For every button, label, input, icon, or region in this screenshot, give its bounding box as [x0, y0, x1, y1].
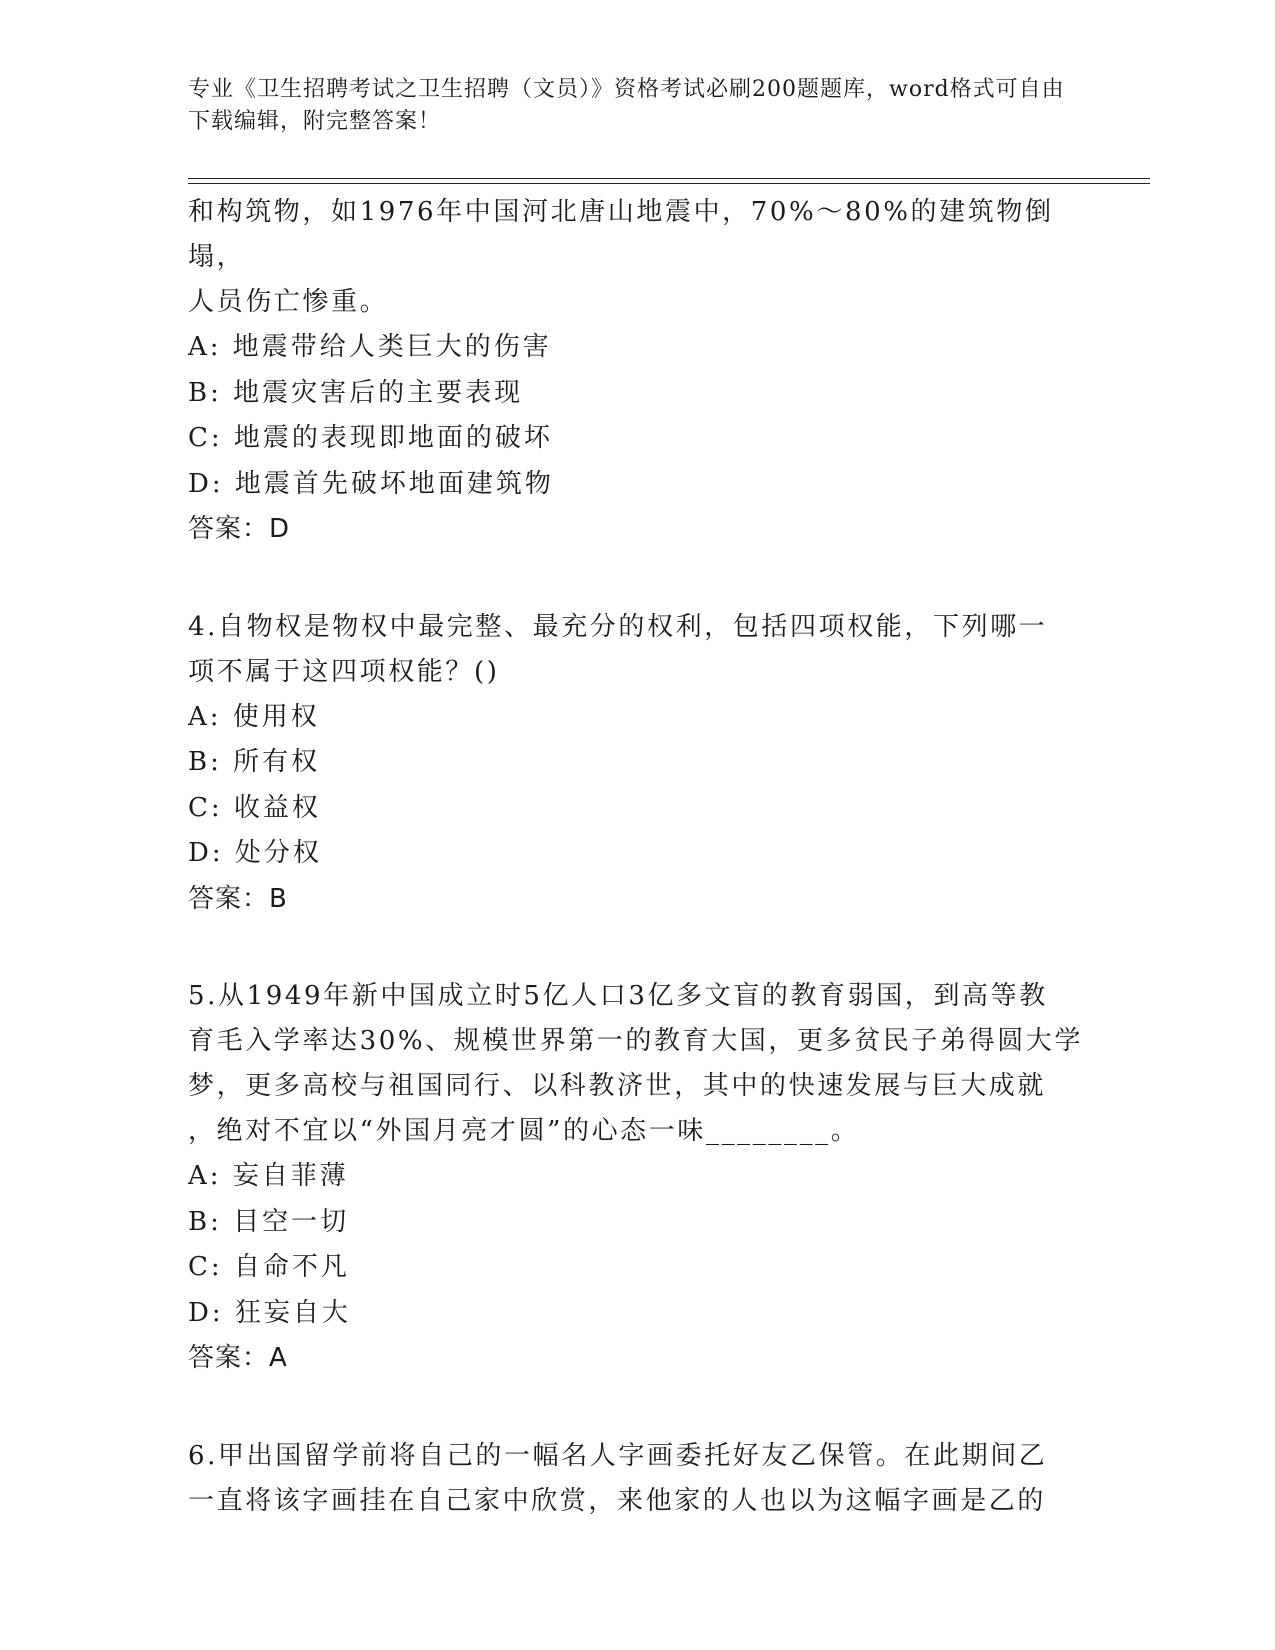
option-d: D: 处分权	[188, 838, 322, 868]
option-c: C: 收益权	[188, 792, 321, 823]
question-text-line: 项不属于这四项权能？()	[188, 656, 500, 687]
question-continuation	[188, 190, 1088, 553]
question-text-line: 6.甲出国留学前将自己的一幅名人字画委托好友乙保管。在此期间乙	[188, 1440, 1048, 1471]
answer-line: 答案：B	[188, 883, 288, 914]
question-text-line: 和构筑物，如1976年中国河北唐山地震中，70%～80%的建筑物倒塌，	[188, 197, 1054, 272]
question-5	[188, 974, 1088, 1382]
answer-line: 答案：D	[188, 514, 291, 544]
answer-line: 答案：A	[188, 1343, 288, 1373]
question-text-line: 梦，更多高校与祖国同行、以科教济世，其中的快速发展与巨大成就	[188, 1071, 1047, 1101]
question-4	[188, 605, 1088, 923]
option-c: C: 地震的表现即地面的破坏	[188, 423, 553, 453]
header-title: 专业《卫生招聘考试之卫生招聘（文员）》资格考试必刷200题题库，word格式可自由下载编辑，附完整答案！	[188, 77, 1065, 134]
question-text-line: 一直将该字画挂在自己家中欣赏，来他家的人也以为这幅字画是乙的	[188, 1485, 1047, 1516]
question-text-line: 4.自物权是物权中最完整、最充分的权利，包括四项权能，下列哪一	[188, 611, 1048, 642]
question-text-line: 5.从1949年新中国成立时5亿人口3亿多文盲的教育弱国，到高等教	[188, 981, 1048, 1011]
document-body	[188, 190, 1088, 1524]
option-b: B: 目空一切	[188, 1206, 350, 1237]
option-a: A: 妄自菲薄	[188, 1161, 349, 1191]
option-b: B: 所有权	[188, 747, 321, 777]
header-rule-top	[188, 178, 1150, 179]
option-d: D: 地震首先破坏地面建筑物	[188, 468, 554, 499]
option-a: A: 地震带给人类巨大的伤害	[188, 332, 552, 362]
question-6	[188, 1434, 1088, 1524]
option-a: A: 使用权	[188, 701, 320, 732]
header-rule-bottom	[188, 183, 1150, 184]
option-b: B: 地震灾害后的主要表现	[188, 377, 524, 408]
question-text-line: 人员伤亡惨重。	[188, 287, 389, 317]
question-text-line: 育毛入学率达30%、规模世界第一的教育大国，更多贫民子弟得圆大学	[188, 1026, 1083, 1056]
option-d: D: 狂妄自大	[188, 1297, 351, 1328]
question-text-line: ，绝对不宜以“外国月亮才圆”的心态一味________。	[188, 1116, 860, 1146]
document-header	[188, 74, 1068, 138]
option-c: C: 自命不凡	[188, 1252, 350, 1282]
